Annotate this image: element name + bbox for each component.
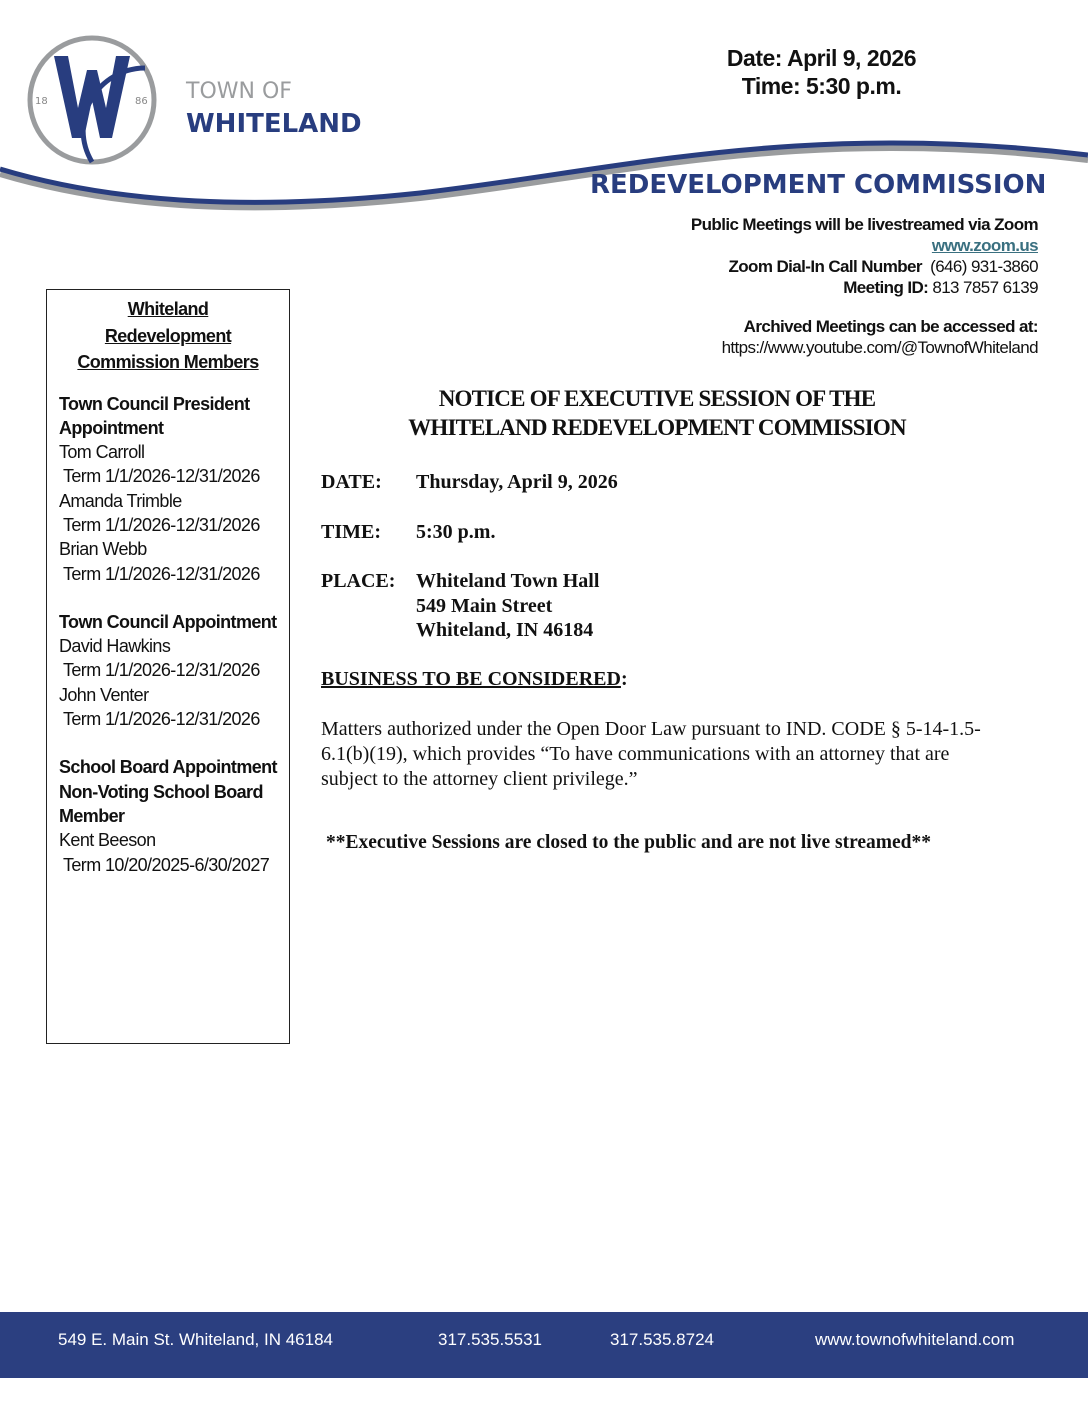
meeting-id: 813 7857 6139 [932,278,1038,297]
footer-fax: 317.535.8724 [610,1330,714,1349]
footer-website[interactable]: www.townofwhiteland.com [815,1330,1015,1349]
meeting-id-label: Meeting ID: [843,278,929,297]
member-name: John Venter [59,684,149,705]
group-heading: Town Council President Appointment [59,393,250,438]
member-term: Term 1/1/2026-12/31/2026 [63,660,260,681]
business-body: Matters authorized under the Open Door Law pursuant to IND. CODE § 5-14-1.5-6.1(b)(19), which provides “To have communications with an attorney that are subject to the attorney client privilege.” [321,718,981,790]
meeting-info [691,214,1038,358]
title-line: NOTICE OF EXECUTIVE SESSION OF THE [438,386,876,411]
footer-address: 549 E. Main St. Whiteland, IN 46184 [58,1330,333,1349]
archive-url[interactable]: https://www.youtube.com/@TownofWhiteland [721,338,1038,357]
notice-title [320,384,994,442]
time-value: 5:30 p.m. [416,521,496,543]
logo-year-left: 18 [35,96,48,107]
member-name: Amanda Trimble [59,490,182,511]
time-row [321,520,1011,545]
member-term: Term 1/1/2026-12/31/2026 [63,466,260,487]
member-term: Term 1/1/2026-12/31/2026 [63,563,260,584]
footer-bar [0,1312,1088,1378]
sidebar-title [47,296,289,376]
title-line: WHITELAND REDEVELOPMENT COMMISSION [408,415,906,440]
archive-label: Archived Meetings can be accessed at: [743,317,1038,336]
meeting-datetime [727,44,916,100]
group-heading: Town Council Appointment [59,611,277,632]
place-value: Whiteland Town Hall 549 Main Street Whiteland, IN 46184 [416,570,600,641]
notice-body [321,470,1011,855]
logo-town-of: TOWN OF [186,79,292,104]
zoom-link[interactable]: www.zoom.us [931,236,1038,255]
date-value: Thursday, April 9, 2026 [416,471,618,493]
business-heading: BUSINESS TO BE CONSIDERED: [321,668,628,690]
livestream-note: Public Meetings will be livestreamed via Zoom [690,215,1038,234]
members-sidebar [46,289,290,1044]
place-label: PLACE: [321,570,396,592]
date-row [321,470,1011,495]
dial-label: Zoom Dial-In Call Number [728,257,922,276]
member-name: Brian Webb [59,539,147,560]
logo-year-right: 86 [135,96,148,107]
member-term: Term 10/20/2025-6/30/2027 [63,854,270,875]
logo-name: WHITELAND [186,109,362,139]
group-heading: School Board Appointment Non-Voting School Board Member [59,757,277,826]
footer-phone: 317.535.5531 [438,1330,542,1349]
time-label: TIME: [321,521,381,543]
place-row [321,569,1011,643]
member-name: Kent Beeson [59,830,156,851]
closed-session-note: **Executive Sessions are closed to the public and are not live streamed** [326,832,932,853]
member-term: Term 1/1/2026-12/31/2026 [63,514,260,535]
title-line: Whiteland [127,299,209,319]
member-name: Tom Carroll [59,442,145,463]
dial-number: (646) 931-3860 [930,257,1038,276]
date-label: DATE: [321,471,382,493]
title-line: Commission Members [77,352,259,372]
title-line: Redevelopment [104,325,232,346]
member-name: David Hawkins [59,636,171,657]
business-label: BUSINESS TO BE CONSIDERED [321,668,621,690]
meeting-time: Time: 5:30 p.m. [741,73,902,99]
commission-title: REDEVELOPMENT COMMISSION [590,170,1047,200]
member-term: Term 1/1/2026-12/31/2026 [63,709,260,730]
meeting-date: Date: April 9, 2026 [726,45,916,71]
